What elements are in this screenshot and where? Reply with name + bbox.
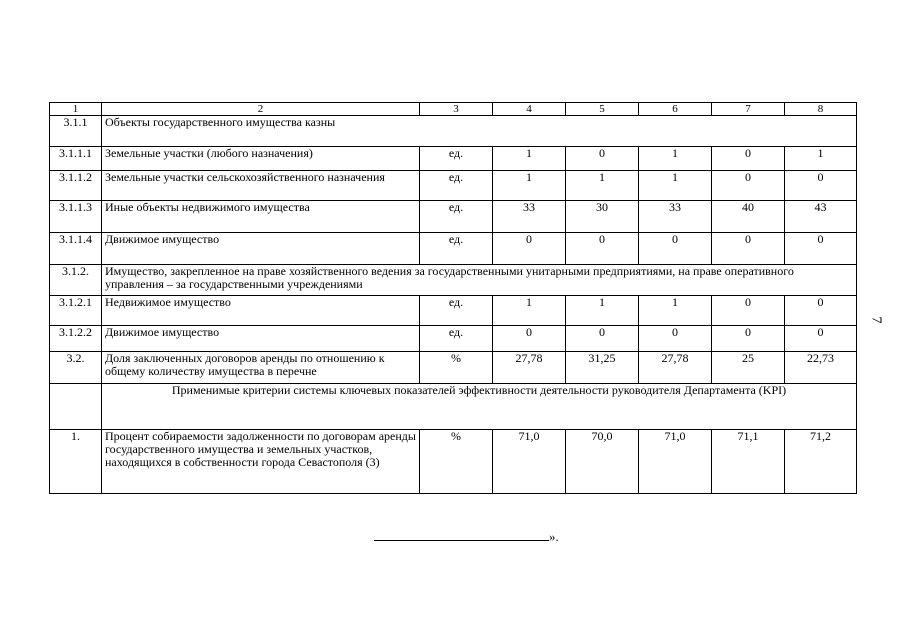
row-number: 1.	[50, 430, 102, 494]
table-row	[50, 147, 857, 171]
row-number: 3.1.1.1	[50, 147, 102, 171]
table-header-row	[50, 103, 857, 116]
value-cell: 1	[493, 296, 566, 326]
row-number: 3.1.2.2	[50, 326, 102, 352]
value-cell: 0	[639, 326, 712, 352]
header-cell: 4	[493, 103, 566, 116]
value-cell: 25	[712, 352, 785, 384]
value-cell: 27,78	[493, 352, 566, 384]
value-cell: 0	[712, 326, 785, 352]
unit-cell: ед.	[420, 147, 493, 171]
kpi-section-title: Применимые критерии системы ключевых показателей эффективности деятельности руководителя Департамента (KPI)	[102, 384, 857, 430]
page-number: 7	[868, 316, 884, 324]
row-number: 3.1.1.2	[50, 171, 102, 201]
value-cell: 71,0	[639, 430, 712, 494]
closing-mark: ».	[549, 529, 559, 544]
header-cell: 1	[50, 103, 102, 116]
row-name: Процент собираемости задолженности по договорам аренды государственного имущества и земельных участков, находящихся в собственности города Севастополя (3)	[102, 430, 420, 494]
row-name: Объекты государственного имущества казны	[102, 116, 857, 147]
row-name: Движимое имущество	[102, 326, 420, 352]
signature-rule	[374, 540, 549, 541]
row-number: 3.1.1.4	[50, 233, 102, 265]
row-number: 3.1.1.3	[50, 201, 102, 233]
value-cell: 0	[566, 233, 639, 265]
value-cell: 0	[566, 326, 639, 352]
value-cell: 1	[639, 171, 712, 201]
header-cell: 8	[785, 103, 857, 116]
header-cell: 2	[102, 103, 420, 116]
value-cell: 0	[639, 233, 712, 265]
value-cell: 1	[566, 171, 639, 201]
unit-cell: ед.	[420, 233, 493, 265]
row-name: Недвижимое имущество	[102, 296, 420, 326]
value-cell: 1	[493, 171, 566, 201]
row-name: Доля заключенных договоров аренды по отношению к общему количеству имущества в перечне	[102, 352, 420, 384]
row-name: Земельные участки сельскохозяйственного назначения	[102, 171, 420, 201]
table-row	[50, 233, 857, 265]
value-cell: 31,25	[566, 352, 639, 384]
empty-cell	[50, 384, 102, 430]
value-cell: 27,78	[639, 352, 712, 384]
unit-cell: %	[420, 352, 493, 384]
value-cell: 1	[639, 147, 712, 171]
table-row	[50, 171, 857, 201]
value-cell: 33	[639, 201, 712, 233]
table-row	[50, 116, 857, 147]
unit-cell: %	[420, 430, 493, 494]
kpi-section-row	[50, 384, 857, 430]
row-number: 3.2.	[50, 352, 102, 384]
header-cell: 7	[712, 103, 785, 116]
value-cell: 0	[493, 326, 566, 352]
value-cell: 1	[493, 147, 566, 171]
value-cell: 0	[566, 147, 639, 171]
unit-cell: ед.	[420, 201, 493, 233]
header-cell: 3	[420, 103, 493, 116]
value-cell: 1	[785, 147, 857, 171]
value-cell: 71,1	[712, 430, 785, 494]
indicators-table	[49, 102, 857, 494]
header-cell: 6	[639, 103, 712, 116]
value-cell: 71,2	[785, 430, 857, 494]
value-cell: 0	[712, 147, 785, 171]
table-row	[50, 352, 857, 384]
value-cell: 0	[493, 233, 566, 265]
row-number: 3.1.1	[50, 116, 102, 147]
value-cell: 40	[712, 201, 785, 233]
value-cell: 43	[785, 201, 857, 233]
row-name: Движимое имущество	[102, 233, 420, 265]
value-cell: 0	[712, 171, 785, 201]
value-cell: 70,0	[566, 430, 639, 494]
value-cell: 1	[566, 296, 639, 326]
table-row	[50, 201, 857, 233]
row-name: Имущество, закрепленное на праве хозяйственного ведения за государственными унитарными предприятиями, на праве оперативного управления – за государственными учреждениями	[102, 265, 857, 296]
row-name: Земельные участки (любого назначения)	[102, 147, 420, 171]
unit-cell: ед.	[420, 296, 493, 326]
value-cell: 0	[785, 326, 857, 352]
value-cell: 0	[712, 296, 785, 326]
table-row	[50, 265, 857, 296]
row-number: 3.1.2.1	[50, 296, 102, 326]
value-cell: 1	[639, 296, 712, 326]
unit-cell: ед.	[420, 326, 493, 352]
value-cell: 33	[493, 201, 566, 233]
value-cell: 30	[566, 201, 639, 233]
value-cell: 71,0	[493, 430, 566, 494]
table-row	[50, 326, 857, 352]
closing-line	[374, 529, 559, 545]
value-cell: 0	[785, 296, 857, 326]
table-row	[50, 296, 857, 326]
table-row	[50, 430, 857, 494]
value-cell: 0	[785, 233, 857, 265]
value-cell: 22,73	[785, 352, 857, 384]
row-name: Иные объекты недвижимого имущества	[102, 201, 420, 233]
row-number: 3.1.2.	[50, 265, 102, 296]
unit-cell: ед.	[420, 171, 493, 201]
value-cell: 0	[712, 233, 785, 265]
value-cell: 0	[785, 171, 857, 201]
header-cell: 5	[566, 103, 639, 116]
